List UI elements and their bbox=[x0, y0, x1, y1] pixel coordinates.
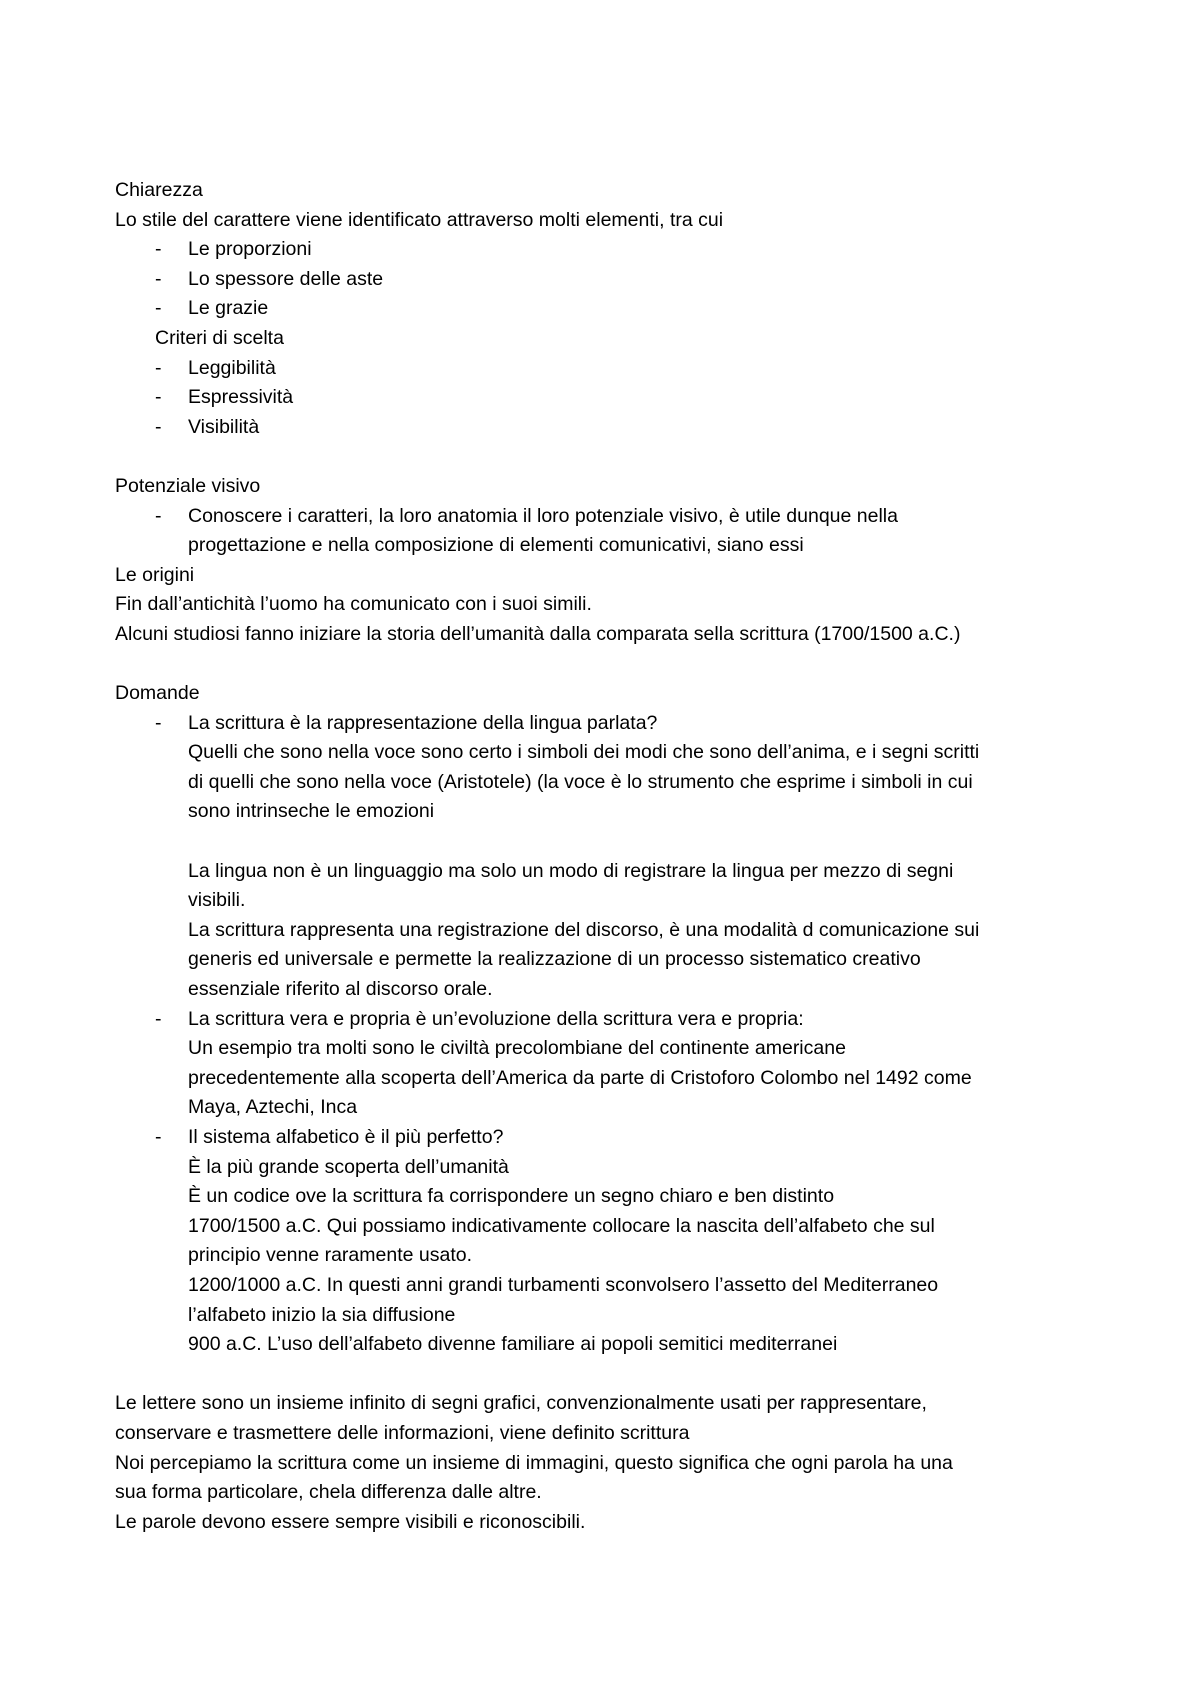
bullet-continuation: visibili. bbox=[188, 889, 246, 912]
bullet-continuation: di quelli che sono nella voce (Aristotele) (la voce è lo strumento che esprime i simboli in cui bbox=[188, 770, 973, 793]
bullet-continuation: sono intrinseche le emozioni bbox=[188, 800, 435, 823]
blank-line bbox=[115, 650, 1095, 680]
bullet-continuation: progettazione e nella composizione di elementi comunicativi, siano essi bbox=[188, 534, 804, 557]
bullet-item: - Visibilità bbox=[115, 413, 1095, 443]
bullet-continuation: È un codice ove la scrittura fa corrispondere un segno chiaro e ben distinto bbox=[188, 1185, 835, 1208]
bullet-item: - Lo spessore delle aste bbox=[115, 265, 1095, 295]
heading-le-origini: Le origini bbox=[115, 563, 195, 586]
bullet-continuation: 900 a.C. L’uso dell’alfabeto divenne familiare ai popoli semitici mediterranei bbox=[188, 1333, 838, 1356]
bullet-continuation: precedentemente alla scoperta dell’America da parte di Cristoforo Colombo nel 1492 come bbox=[188, 1066, 972, 1089]
bullet-continuation: Un esempio tra molti sono le civiltà precolombiane del continente americane bbox=[188, 1037, 846, 1060]
heading-domande: Domande bbox=[115, 682, 200, 705]
blank-line bbox=[115, 1360, 1095, 1390]
subheading-criteri: Criteri di scelta bbox=[155, 326, 284, 349]
bullet-continuation: principio venne raramente usato. bbox=[188, 1244, 472, 1267]
bullet-item: - Il sistema alfabetico è il più perfetto? bbox=[115, 1123, 1095, 1153]
bullet-item: - Espressività bbox=[115, 383, 1095, 413]
bullet-continuation: 1700/1500 a.C. Qui possiamo indicativamente collocare la nascita dell’alfabeto che sul bbox=[188, 1214, 935, 1237]
bullet-continuation: l’alfabeto inizio la sia diffusione bbox=[188, 1303, 456, 1326]
blank-line bbox=[115, 442, 1095, 472]
bullet-continuation: La lingua non è un linguaggio ma solo un modo di registrare la lingua per mezzo di segni bbox=[188, 859, 954, 882]
paragraph-line: sua forma particolare, chela differenza dalle altre. bbox=[115, 1481, 542, 1504]
document-body bbox=[115, 176, 1095, 1537]
bullet-item: - Leggibilità bbox=[115, 354, 1095, 384]
paragraph-line: Le lettere sono un insieme infinito di segni grafici, convenzionalmente usati per rappresentare, bbox=[115, 1392, 927, 1415]
bullet-item: - Conoscere i caratteri, la loro anatomia il loro potenziale visivo, è utile dunque nella bbox=[115, 502, 1095, 532]
bullet-continuation: Quelli che sono nella voce sono certo i simboli dei modi che sono dell’anima, e i segni scritti bbox=[188, 741, 980, 764]
paragraph-line: Noi percepiamo la scrittura come un insieme di immagini, questo significa che ogni parola ha una bbox=[115, 1451, 953, 1474]
blank-line bbox=[115, 827, 1095, 857]
heading-chiarezza: Chiarezza bbox=[115, 179, 203, 201]
bullet-continuation: Maya, Aztechi, Inca bbox=[188, 1096, 358, 1119]
bullet-item: - Le grazie bbox=[115, 294, 1095, 324]
paragraph-line: conservare e trasmettere delle informazioni, viene definito scrittura bbox=[115, 1421, 690, 1444]
paragraph-line: Alcuni studiosi fanno iniziare la storia dell’umanità dalla comparata sella scrittura (1700/1500 a.C.) bbox=[115, 622, 961, 645]
heading-potenziale-visivo: Potenziale visivo bbox=[115, 474, 261, 497]
bullet-item: - La scrittura vera e propria è un’evoluzione della scrittura vera e propria: bbox=[115, 1005, 1095, 1035]
bullet-continuation: La scrittura rappresenta una registrazione del discorso, è una modalità d comunicazione sui bbox=[188, 918, 980, 941]
paragraph-line: Fin dall’antichità l’uomo ha comunicato con i suoi simili. bbox=[115, 593, 592, 616]
bullet-item: - Le proporzioni bbox=[115, 235, 1095, 265]
paragraph-line: Lo stile del carattere viene identificato attraverso molti elementi, tra cui bbox=[115, 208, 724, 231]
paragraph-line: Le parole devono essere sempre visibili e riconoscibili. bbox=[115, 1510, 586, 1533]
bullet-continuation: essenziale riferito al discorso orale. bbox=[188, 978, 493, 1001]
bullet-continuation: 1200/1000 a.C. In questi anni grandi turbamenti sconvolsero l’assetto del Mediterraneo bbox=[188, 1273, 939, 1296]
bullet-continuation: È la più grande scoperta dell’umanità bbox=[188, 1155, 509, 1178]
bullet-continuation: generis ed universale e permette la realizzazione di un processo sistematico creativo bbox=[188, 948, 921, 971]
bullet-item: - La scrittura è la rappresentazione della lingua parlata? bbox=[115, 709, 1095, 739]
